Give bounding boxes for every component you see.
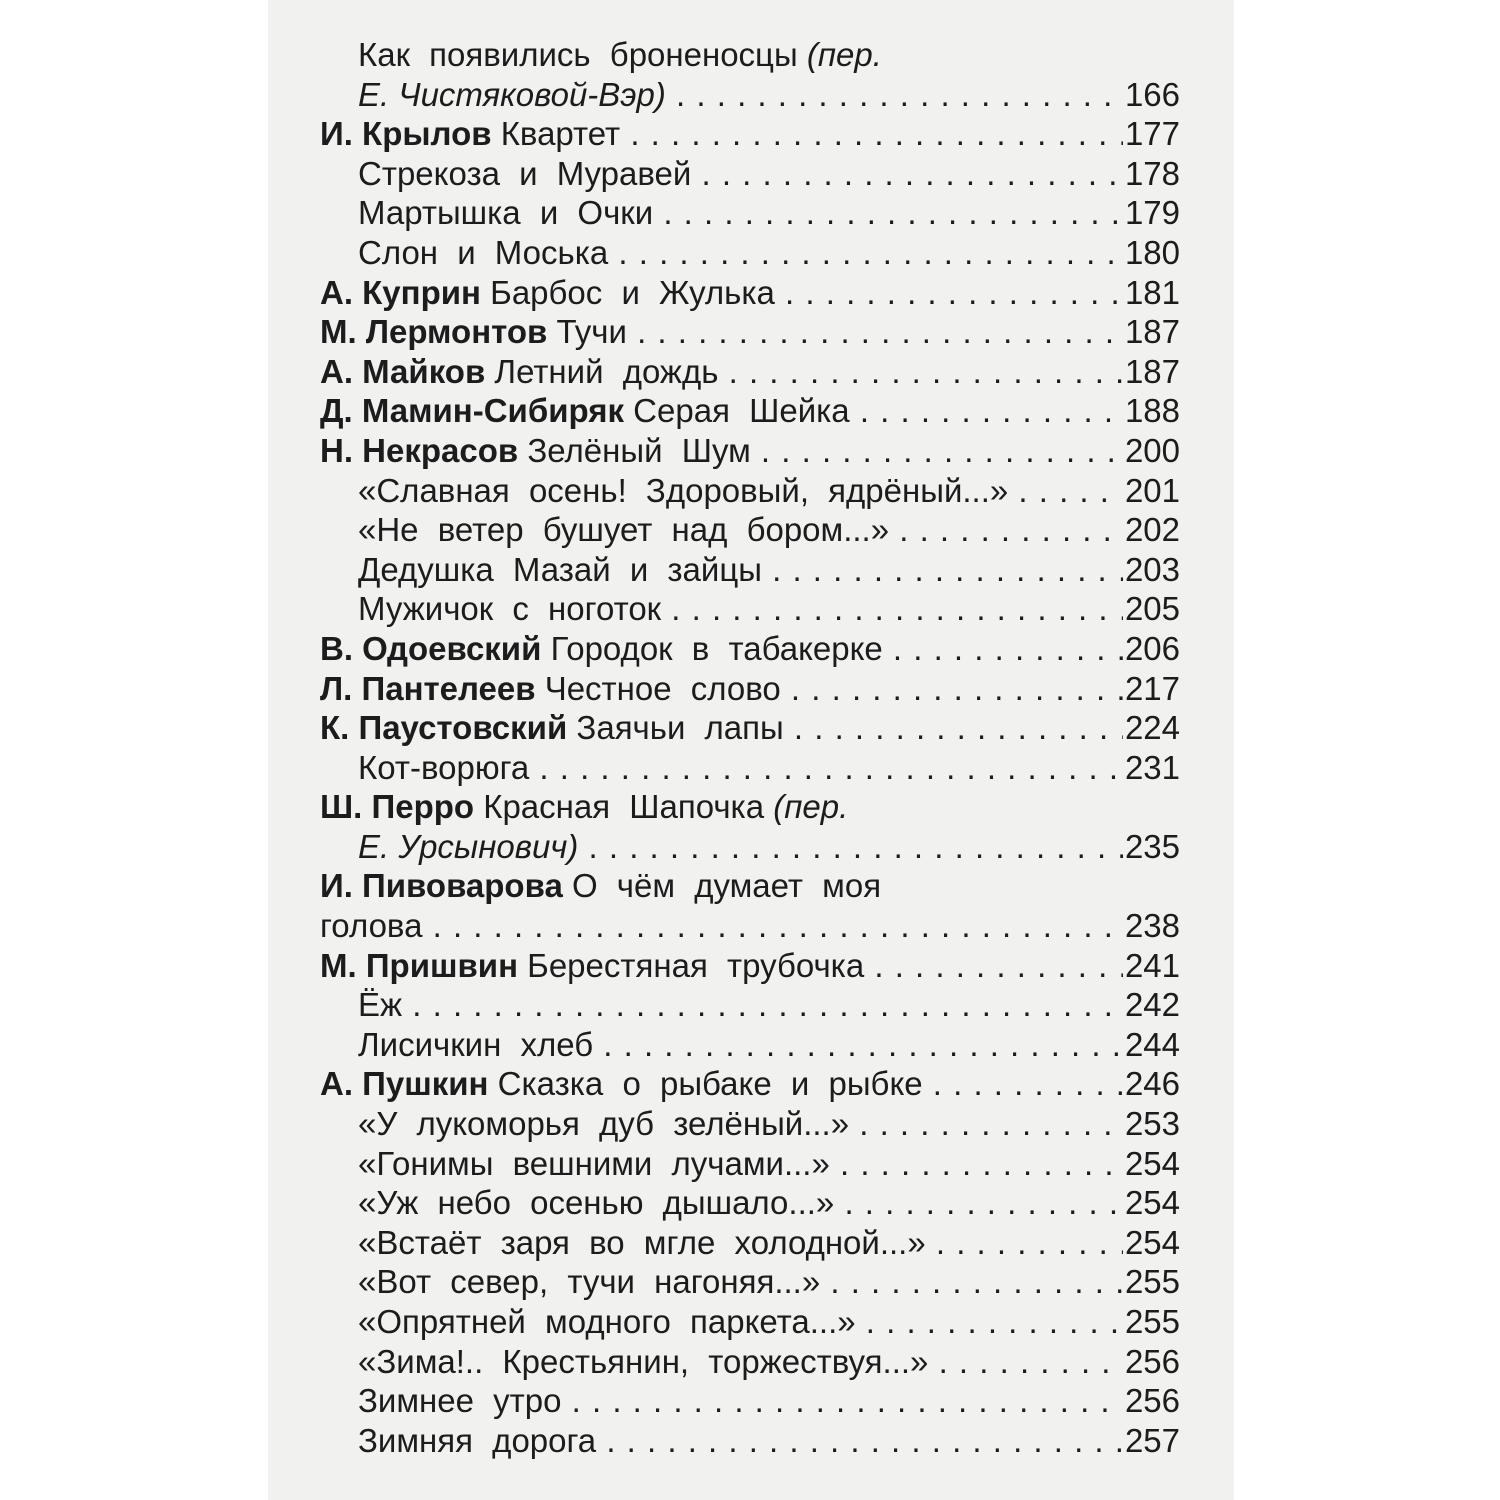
- entry-title: Тучи: [556, 313, 627, 351]
- author-name: И. Крылов: [320, 115, 492, 153]
- page-number: 235: [1124, 827, 1180, 865]
- author-name: Н. Некрасов: [320, 431, 519, 469]
- page-number: 254: [1124, 1184, 1180, 1222]
- author-name: Ш. Перро: [320, 788, 475, 826]
- entry-title: «Вот север, тучи нагоняя...»: [358, 1263, 821, 1301]
- page-number: 188: [1124, 392, 1180, 430]
- entry-title: «Не ветер бушует над бором...»: [358, 511, 890, 549]
- author-name: Д. Мамин-Сибиряк: [320, 392, 624, 430]
- author-name: М. Пришвин: [320, 946, 518, 984]
- entry-title: Лисичкин хлеб: [358, 1025, 594, 1063]
- entry-title: Летний дождь: [494, 352, 719, 390]
- entry-title: «У лукоморья дуб зелёный...»: [358, 1105, 850, 1143]
- toc-entry: [268, 669, 1234, 709]
- toc-entry: [268, 1262, 1234, 1302]
- page-number: 255: [1124, 1303, 1180, 1340]
- page-number: 202: [1124, 511, 1180, 549]
- toc-entry: [268, 273, 1234, 313]
- toc-entry: [268, 906, 1234, 946]
- entry-title: Городок в табакерке: [550, 629, 883, 667]
- entry-title: Зимняя дорога: [358, 1421, 597, 1459]
- toc-entry: [268, 1302, 1234, 1342]
- toc-entry: [268, 352, 1234, 392]
- page-number: 238: [1124, 907, 1180, 945]
- toc-entry: [268, 1144, 1234, 1184]
- page-number: 166: [1124, 75, 1180, 113]
- translator-note: (пер.: [806, 36, 882, 73]
- entry-title: Кот-ворюга: [358, 748, 530, 786]
- page-number: 254: [1124, 1144, 1180, 1182]
- table-of-contents: [268, 35, 1234, 1460]
- toc-entry: [268, 510, 1234, 550]
- entry-title: «Опрятней модного паркета...»: [358, 1303, 856, 1340]
- page-number: 246: [1124, 1065, 1180, 1103]
- entry-title: «Уж небо осенью дышало...»: [358, 1184, 835, 1222]
- toc-entry: [268, 787, 1234, 827]
- page-number: 203: [1124, 550, 1180, 588]
- book-page: [268, 0, 1234, 1500]
- entry-title: голова: [320, 907, 423, 945]
- toc-entry: [268, 1104, 1234, 1144]
- page-number: 254: [1124, 1223, 1180, 1261]
- entry-title: Стрекоза и Муравей: [358, 154, 692, 192]
- toc-entry: [268, 1183, 1234, 1223]
- translator-note: Е. Урсынович): [358, 827, 579, 865]
- translator-note: Е. Чистяковой-Вэр): [358, 75, 666, 113]
- toc-entry: [268, 946, 1234, 986]
- page-number: 255: [1124, 1263, 1180, 1301]
- entry-title: Зелёный Шум: [527, 431, 751, 469]
- entry-title: «Зима!.. Крестьянин, торжествуя...»: [358, 1342, 929, 1380]
- entry-title: Квартет: [500, 115, 621, 153]
- page-number: 256: [1124, 1382, 1180, 1420]
- page-number: 187: [1124, 313, 1180, 351]
- toc-entry: [268, 1342, 1234, 1382]
- author-name: А. Майков: [320, 352, 486, 390]
- entry-title: Красная Шапочка: [483, 788, 765, 826]
- page-number: 177: [1124, 115, 1180, 153]
- toc-entry: [268, 748, 1234, 788]
- toc-entry: [268, 985, 1234, 1025]
- entry-title: Серая Шейка: [633, 392, 850, 430]
- toc-entry: [268, 35, 1234, 75]
- page-number: 187: [1124, 352, 1180, 390]
- entry-title: Мартышка и Очки: [358, 194, 654, 232]
- toc-entry: [268, 431, 1234, 471]
- page-number: 242: [1124, 986, 1180, 1024]
- author-name: К. Паустовский: [320, 709, 568, 747]
- page-number: 244: [1124, 1025, 1180, 1063]
- toc-entry: [268, 1223, 1234, 1263]
- entry-title: Барбос и Жулька: [490, 273, 775, 311]
- page-number: 217: [1124, 669, 1180, 707]
- entry-title: Мужичок с ноготок: [358, 590, 662, 628]
- page-number: 201: [1124, 471, 1180, 509]
- page-number: 241: [1124, 946, 1180, 984]
- page-number: 224: [1124, 709, 1180, 747]
- entry-title: Как появились броненосцы: [358, 36, 798, 73]
- entry-title: Честное слово: [544, 669, 781, 707]
- toc-entry: [268, 866, 1234, 906]
- entry-title: Слон и Моська: [358, 233, 609, 271]
- toc-entry: [268, 629, 1234, 669]
- toc-entry: [268, 193, 1234, 233]
- page-number: 206: [1124, 629, 1180, 667]
- toc-entry: [268, 154, 1234, 194]
- author-name: И. Пивоварова: [320, 867, 563, 905]
- entry-title: Сказка о рыбаке и рыбке: [497, 1065, 923, 1103]
- page-number: 178: [1124, 154, 1180, 192]
- toc-entry: [268, 1064, 1234, 1104]
- entry-title: О чём думает моя: [571, 867, 882, 905]
- entry-title: «Славная осень! Здоровый, ядрёный...»: [358, 471, 1009, 509]
- toc-entry: [268, 1025, 1234, 1065]
- toc-entry: [268, 1381, 1234, 1421]
- toc-entry: [268, 708, 1234, 748]
- author-name: А. Куприн: [320, 273, 481, 311]
- entry-title: Ёж: [358, 986, 403, 1024]
- page-number: 179: [1124, 194, 1180, 232]
- page-number: 256: [1124, 1342, 1180, 1380]
- entry-title: Заячьи лапы: [576, 709, 784, 747]
- author-name: В. Одоевский: [320, 629, 542, 667]
- page-number: 181: [1124, 273, 1180, 311]
- toc-entry: [268, 75, 1234, 115]
- page-number: 180: [1124, 233, 1180, 271]
- toc-entry: [268, 550, 1234, 590]
- entry-title: «Встаёт заря во мгле холодной...»: [358, 1223, 926, 1261]
- toc-entry: [268, 827, 1234, 867]
- entry-title: Берестяная трубочка: [527, 946, 865, 984]
- page-number: 200: [1124, 431, 1180, 469]
- page-number: 205: [1124, 590, 1180, 628]
- toc-entry: [268, 471, 1234, 511]
- entry-title: Зимнее утро: [358, 1382, 562, 1420]
- entry-title: «Гонимы вешними лучами...»: [358, 1144, 830, 1182]
- toc-entry: [268, 114, 1234, 154]
- toc-entry: [268, 312, 1234, 352]
- author-name: Л. Пантелеев: [320, 669, 536, 707]
- page-number: 257: [1124, 1421, 1180, 1459]
- toc-entry: [268, 233, 1234, 273]
- toc-entry: [268, 1421, 1234, 1461]
- translator-note: (пер.: [773, 788, 849, 826]
- toc-entry: [268, 589, 1234, 629]
- toc-entry: [268, 391, 1234, 431]
- page-number: 253: [1124, 1105, 1180, 1143]
- entry-title: Дедушка Мазай и зайцы: [358, 550, 762, 588]
- author-name: М. Лермонтов: [320, 313, 548, 351]
- author-name: А. Пушкин: [320, 1065, 489, 1103]
- page-number: 231: [1124, 748, 1180, 786]
